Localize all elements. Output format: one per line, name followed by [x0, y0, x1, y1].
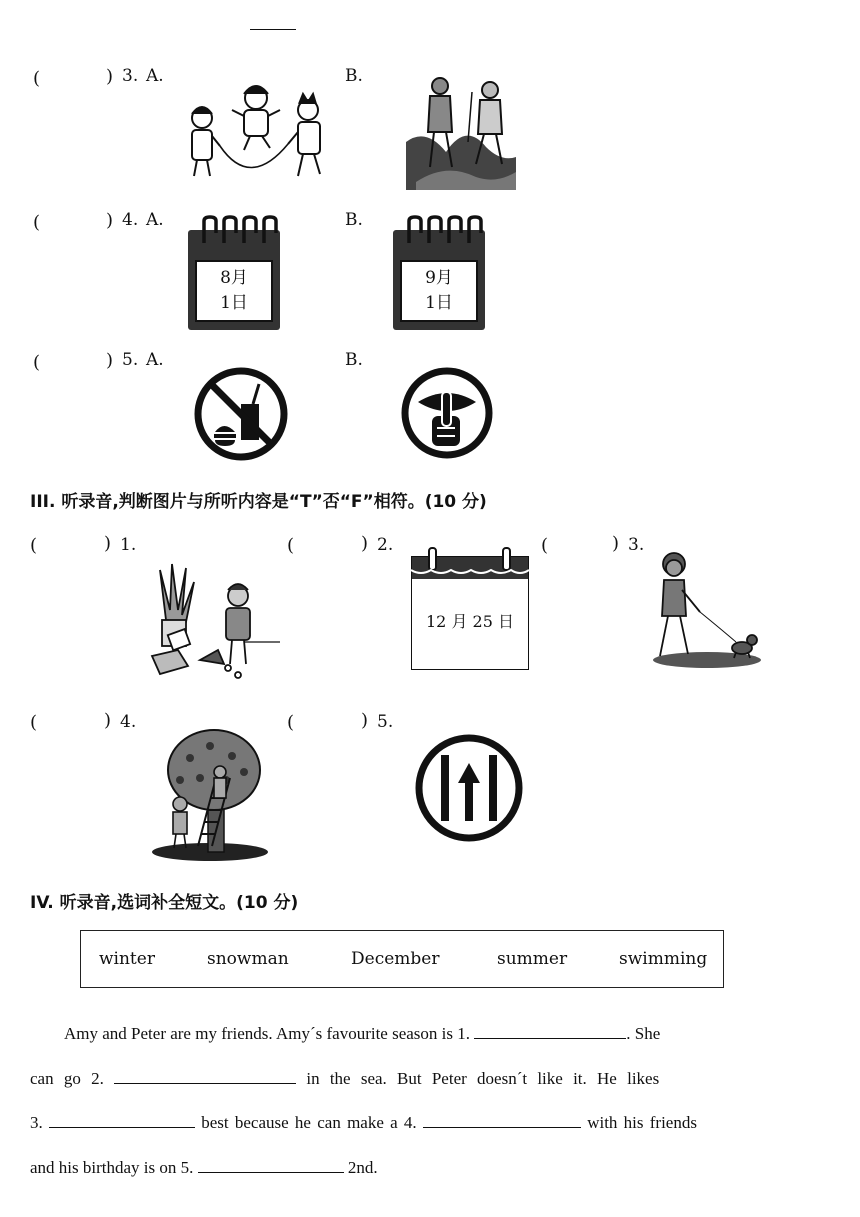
calendar-b: [393, 230, 485, 330]
passage-line-1: Amy and Peter are my friends. Amy´s favourite season is 1. . She: [64, 1024, 661, 1043]
answer-paren-open: (: [33, 212, 41, 233]
question-number: 3.: [628, 535, 645, 555]
answer-paren-close: ): [106, 66, 114, 87]
blank-1[interactable]: [474, 1024, 626, 1039]
question-number: 2.: [377, 535, 394, 555]
word-option: swimming: [619, 949, 708, 969]
calendar-day: 1日: [220, 293, 248, 313]
calendar-a: [188, 230, 280, 330]
blank-5[interactable]: [198, 1158, 344, 1173]
answer-paren-open: (: [33, 68, 41, 89]
picking-apples-image: [150, 728, 270, 862]
calendar-month: 8月: [220, 268, 248, 288]
answer-paren-open: (: [30, 535, 38, 556]
answer-paren-close: ): [104, 533, 112, 554]
question-number: 4.: [120, 712, 137, 732]
one-way-sign-icon: [414, 733, 524, 843]
option-b-label: B.: [345, 210, 363, 230]
word-bank: [80, 930, 724, 988]
no-food-sign-icon: [193, 366, 289, 462]
answer-paren-open: (: [287, 535, 295, 556]
child-trash-image: [148, 560, 280, 680]
calendar-month: 9月: [425, 268, 453, 288]
calendar-hooks: [411, 546, 529, 576]
answer-paren-close: ): [361, 710, 369, 731]
question-number: 4.: [122, 210, 139, 230]
option-b-label: B.: [345, 350, 363, 370]
calendar-rings: [393, 215, 485, 245]
people-climbing-mountain-image: [406, 72, 516, 190]
calendar-date: 12 月 25 日: [426, 612, 514, 631]
word-option: snowman: [207, 949, 289, 969]
option-a-label: A.: [146, 210, 164, 230]
answer-paren-close: ): [104, 710, 112, 731]
answer-paren-open: (: [30, 712, 38, 733]
section-heading: IV. 听录音,选词补全短文。(10 分): [30, 893, 299, 913]
question-number: 5.: [122, 350, 139, 370]
blank-3[interactable]: [49, 1113, 195, 1128]
word-option: December: [351, 949, 440, 969]
option-b-label: B.: [345, 66, 363, 86]
option-a-label: A.: [146, 350, 164, 370]
option-a-label: A.: [146, 66, 164, 86]
passage-line-3: 3. best because he can make a 4. with his friends: [30, 1113, 697, 1132]
word-option: winter: [99, 949, 155, 969]
blank-4[interactable]: [423, 1113, 581, 1128]
passage-line-4: and his birthday is on 5. 2nd.: [30, 1158, 378, 1177]
children-jumping-rope-image: [180, 80, 335, 185]
blank-2[interactable]: [114, 1069, 296, 1084]
question-number: 3.: [122, 66, 139, 86]
calendar-rings: [188, 215, 280, 245]
passage-line-2: can go 2. in the sea. But Peter doesn´t like it. He likes: [30, 1069, 660, 1088]
answer-paren-close: ): [106, 350, 114, 371]
answer-paren-close: ): [106, 210, 114, 231]
answer-paren-open: (: [33, 352, 41, 373]
answer-paren-close: ): [612, 533, 620, 554]
question-number: 5.: [377, 712, 394, 732]
question-number: 1.: [120, 535, 137, 555]
answer-paren-open: (: [287, 712, 295, 733]
calendar-day: 1日: [425, 293, 453, 313]
top-rule: [250, 29, 296, 30]
quiet-sign-icon: [400, 366, 494, 460]
word-option: summer: [497, 949, 568, 969]
answer-paren-open: (: [541, 535, 549, 556]
walking-dog-image: [652, 550, 762, 668]
section-heading: III. 听录音,判断图片与所听内容是“T”否“F”相符。(10 分): [30, 492, 487, 512]
answer-paren-close: ): [361, 533, 369, 554]
